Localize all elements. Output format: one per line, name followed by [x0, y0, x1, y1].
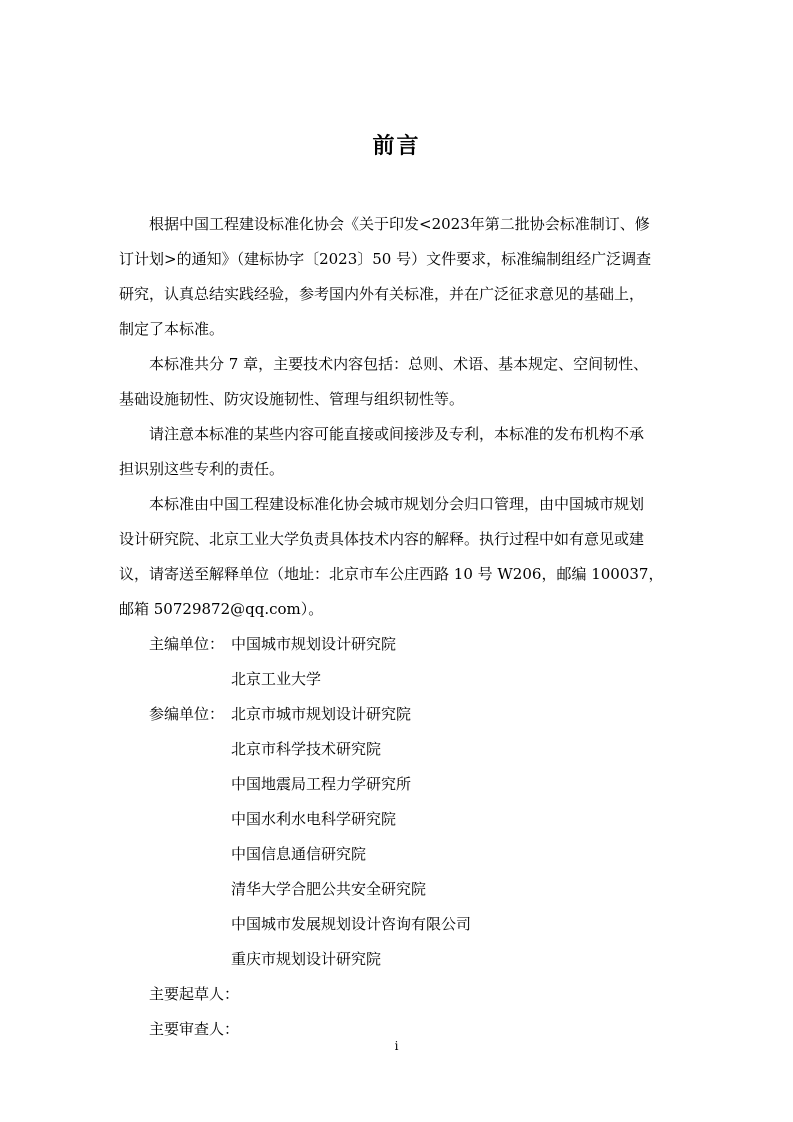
unit-item: 中国城市规划设计研究院 [231, 635, 397, 653]
unit-item: 重庆市规划设计研究院 [231, 950, 382, 968]
paragraph-line: 根据中国工程建设标准化协会《关于印发<2023年第二批协会标准制订、修 [149, 215, 650, 233]
unit-item: 中国城市发展规划设计咨询有限公司 [231, 915, 472, 933]
paragraph-line: 担识别这些专利的责任。 [119, 460, 285, 478]
chief-units-list [231, 627, 675, 697]
page-title: 前言 [372, 133, 421, 159]
paragraph-line: 议，请寄送至解释单位（地址：北京市车公庄西路 10 号 W206，邮编 100037， [119, 565, 664, 583]
participating-units [119, 697, 675, 977]
unit-item: 中国地震局工程力学研究所 [231, 775, 412, 793]
paragraph-patent-notice [119, 417, 675, 487]
preface-body [119, 207, 675, 1047]
paragraph-administration [119, 487, 675, 627]
unit-item: 北京工业大学 [231, 670, 322, 688]
drafters-label: 主要起草人： [149, 985, 240, 1003]
unit-item: 清华大学合肥公共安全研究院 [231, 880, 427, 898]
paragraph-line: 本标准共分 7 章，主要技术内容包括：总则、术语、基本规定、空间韧性、 [149, 355, 649, 373]
paragraph-line: 制定了本标准。 [119, 320, 225, 338]
chief-units [119, 627, 675, 697]
paragraph-line: 本标准由中国工程建设标准化协会城市规划分会归口管理，由中国城市规划 [149, 495, 645, 513]
paragraph-line: 请注意本标准的某些内容可能直接或间接涉及专利，本标准的发布机构不承 [149, 425, 645, 443]
paragraph-main-contents [119, 347, 675, 417]
participating-units-label: 参编单位： [149, 705, 225, 723]
paragraph-line: 订计划>的通知》（建标协字〔2023〕50 号）文件要求，标准编制组经广泛调查 [119, 250, 652, 268]
paragraph-line: 设计研究院、北京工业大学负责具体技术内容的解释。执行过程中如有意见或建 [119, 530, 645, 548]
unit-item: 北京市城市规划设计研究院 [231, 705, 412, 723]
unit-item: 北京市科学技术研究院 [231, 740, 382, 758]
participating-units-list [231, 697, 675, 977]
paragraph-compilation-basis [119, 207, 675, 347]
reviewers-label: 主要审查人： [149, 1020, 240, 1038]
page-number: i [394, 1039, 399, 1053]
unit-item: 中国信息通信研究院 [231, 845, 367, 863]
paragraph-line: 基础设施韧性、防灾设施韧性、管理与组织韧性等。 [119, 390, 465, 408]
paragraph-line: 邮箱 50729872@qq.com）。 [119, 600, 324, 618]
chief-units-label: 主编单位： [149, 635, 225, 653]
paragraph-line: 研究，认真总结实践经验，参考国内外有关标准，并在广泛征求意见的基础上， [119, 285, 645, 303]
unit-item: 中国水利水电科学研究院 [231, 810, 397, 828]
